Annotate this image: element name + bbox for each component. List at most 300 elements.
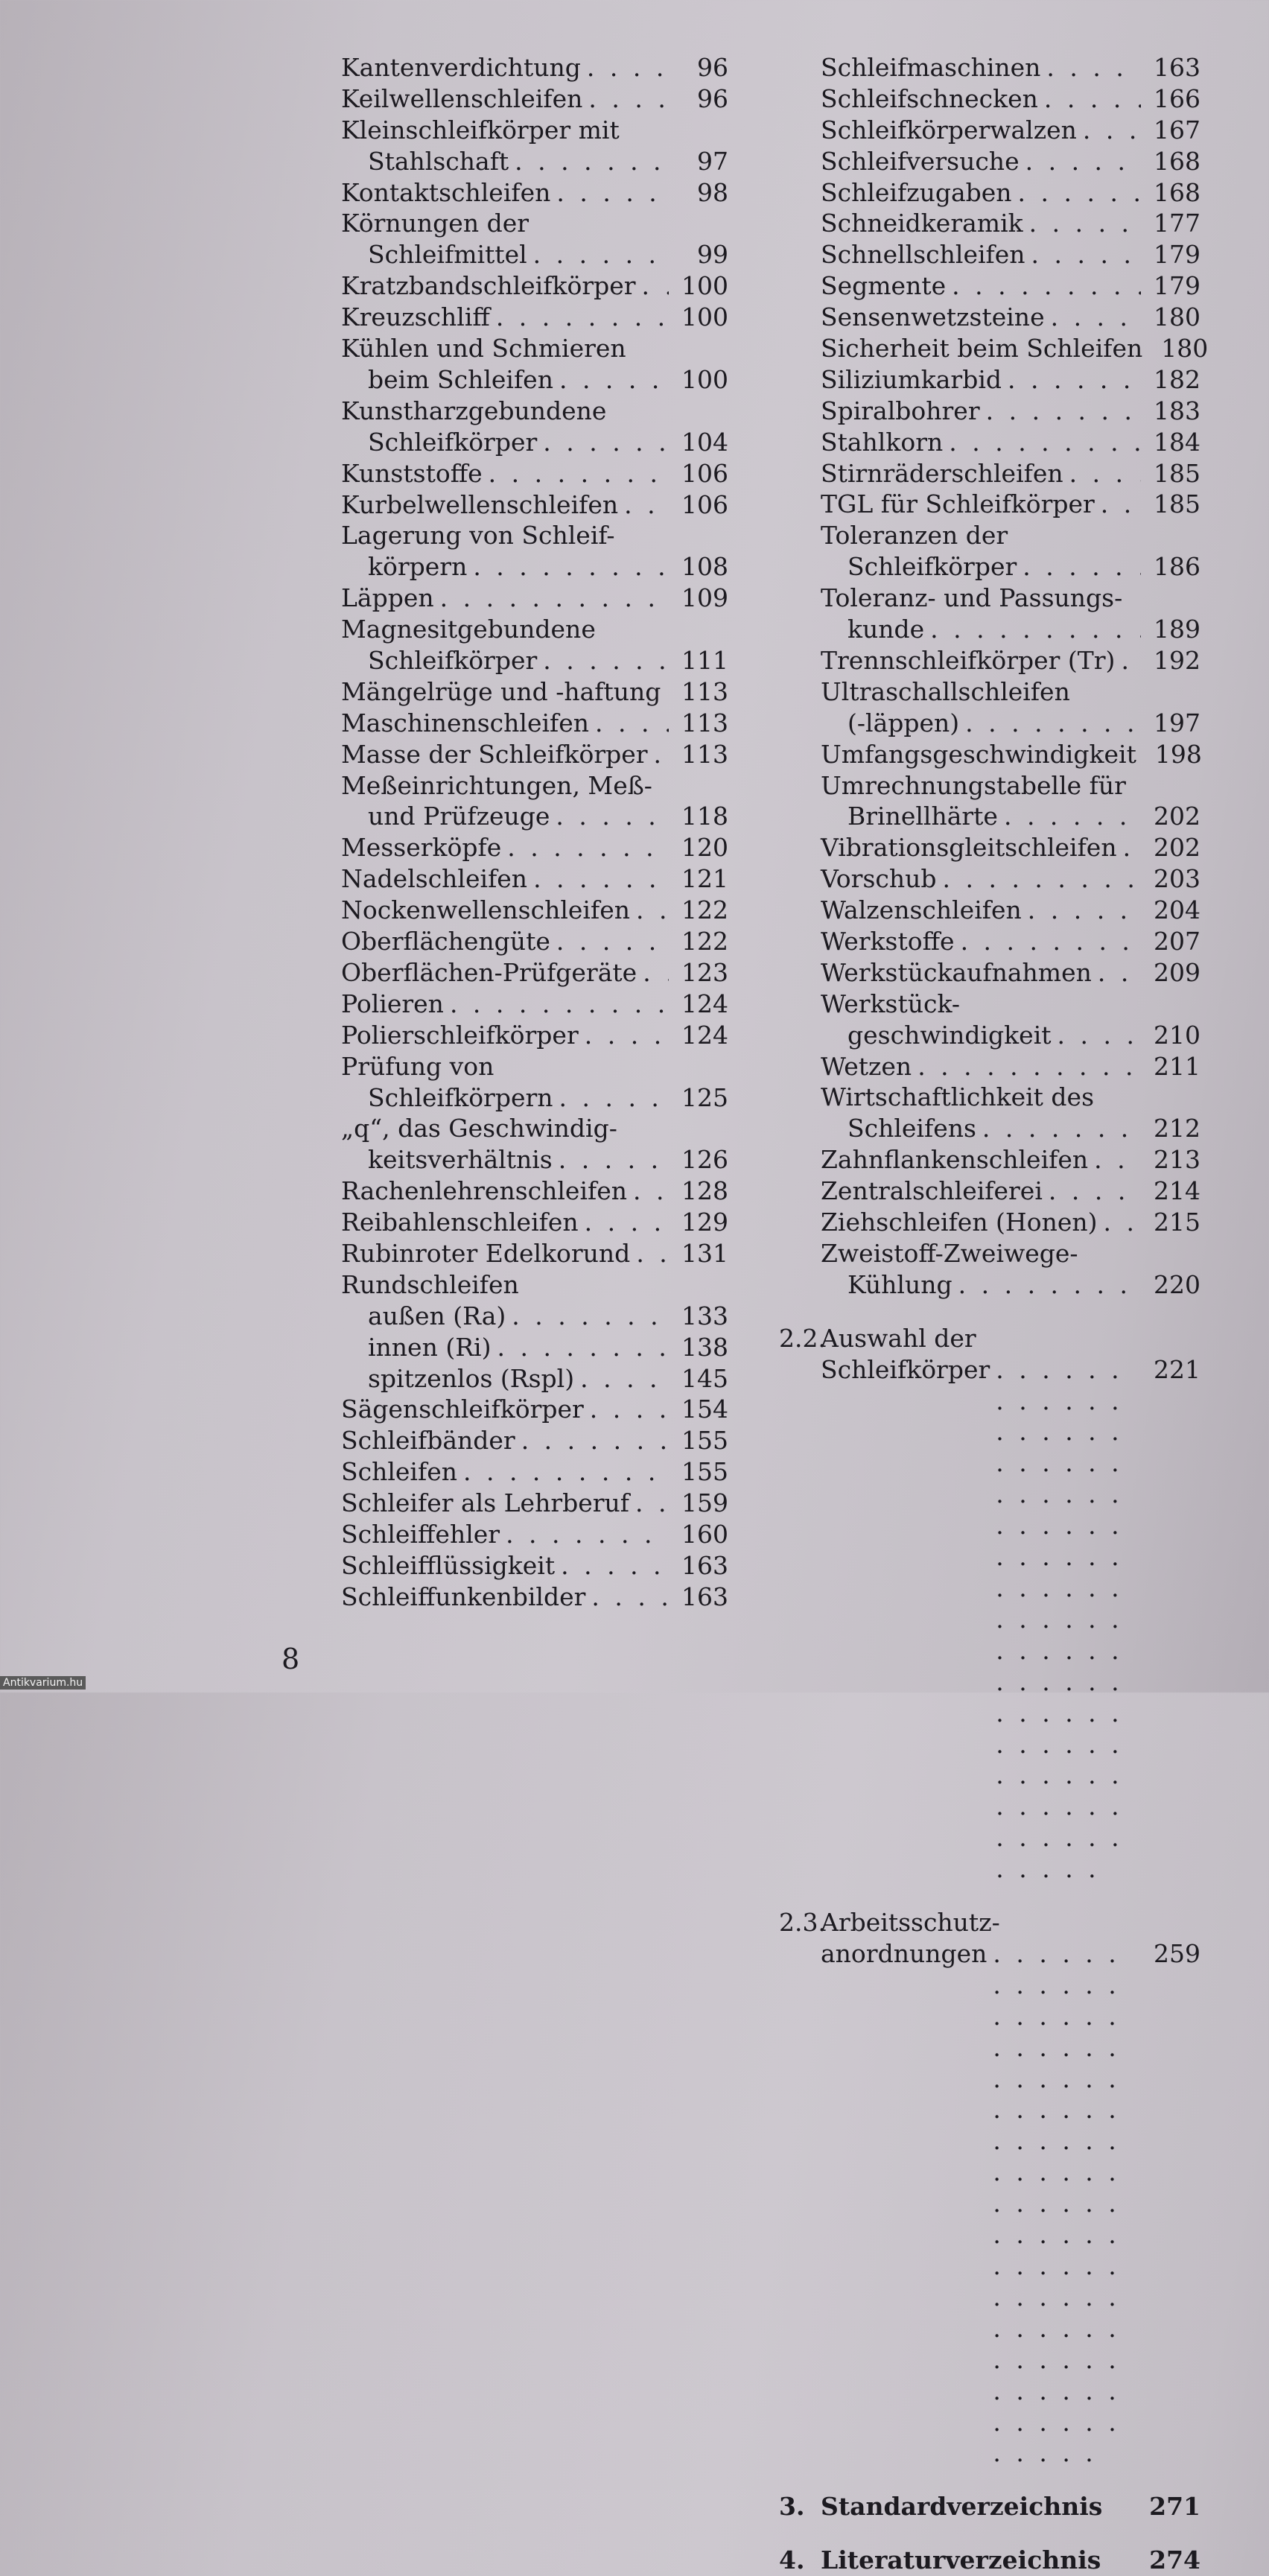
index-entry xyxy=(821,1176,1200,1207)
leader-dots xyxy=(996,1354,1141,1885)
index-entry-label: Walzenschleifen xyxy=(821,895,1022,925)
index-right-column xyxy=(779,52,1209,2576)
index-entry-label: außen (Ra) xyxy=(368,1301,506,1330)
index-entry-page: 180 xyxy=(1154,302,1200,332)
index-entry-page: 207 xyxy=(1154,927,1200,956)
index-entry-label: Polieren xyxy=(341,989,444,1018)
index-entry-label: Schleifkörperwalzen xyxy=(821,115,1077,145)
index-entry-label: Stirnräderschleifen xyxy=(821,458,1063,488)
index-entry xyxy=(341,1020,728,1051)
section-entry xyxy=(779,1907,1200,2469)
index-entry-page: 183 xyxy=(1154,396,1200,425)
index-entry-label: Schleifkörper xyxy=(368,646,538,675)
index-entry xyxy=(821,1238,1200,1301)
index-entry-label: Ziehschleifen (Honen) xyxy=(821,1208,1098,1237)
index-entry xyxy=(821,364,1200,396)
index-entry-label: keitsverhältnis xyxy=(368,1145,553,1175)
index-entry-label: Stahlkorn xyxy=(821,427,944,457)
index-entry xyxy=(821,489,1200,520)
index-entry xyxy=(341,1113,728,1176)
index-entry xyxy=(821,895,1200,926)
index-entry xyxy=(341,1176,728,1207)
section-entry xyxy=(779,1323,1200,1885)
index-entry xyxy=(821,676,1200,739)
leader-dots xyxy=(496,302,669,333)
leader-dots xyxy=(595,708,669,739)
index-entry-page: 106 xyxy=(681,458,728,488)
index-entry-label: Schleifens xyxy=(847,1114,976,1143)
index-entry xyxy=(821,863,1200,895)
index-entry-label: Prüfung von xyxy=(341,1051,494,1081)
index-entry-label: Rubinroter Edelkorund xyxy=(341,1238,631,1268)
index-entry-page: 138 xyxy=(681,1332,728,1362)
index-entry xyxy=(821,989,1200,1051)
index-entry-label: Siliziumkarbid xyxy=(821,364,1002,394)
index-entry-label: Vibrationsgleitschleifen xyxy=(821,833,1117,863)
index-entry-page: 113 xyxy=(681,708,728,737)
index-entry-page: 96 xyxy=(697,53,728,82)
leader-dots xyxy=(1058,1020,1141,1051)
index-entry xyxy=(341,1207,728,1238)
index-entry-page: 209 xyxy=(1154,957,1200,987)
leader-dots xyxy=(1022,551,1141,583)
leader-dots xyxy=(965,708,1141,739)
index-entry-label: Mängelrüge und -haftung xyxy=(341,676,661,706)
leader-dots xyxy=(930,614,1141,645)
index-entry-label: TGL für Schleifkörper xyxy=(821,489,1095,519)
index-entry xyxy=(821,208,1200,239)
index-entry xyxy=(341,1582,728,1613)
index-entry xyxy=(341,1550,728,1582)
index-entry xyxy=(821,1207,1200,1238)
index-entry-label: Schleifschnecken xyxy=(821,83,1038,113)
index-entry-label: Trennschleifkörper (Tr) xyxy=(821,645,1116,675)
index-entry-label: Stahlschaft xyxy=(368,146,509,176)
index-entry xyxy=(821,583,1200,645)
index-entry xyxy=(341,1238,728,1269)
index-entry-label: Schleifkörper xyxy=(847,552,1017,582)
index-entry-label: Kontaktschleifen xyxy=(341,177,551,207)
index-entry xyxy=(821,239,1200,270)
index-entry-label: Schleifkörper xyxy=(368,427,538,457)
index-entry-label: Zahnflankenschleifen xyxy=(821,1145,1089,1175)
index-entry-page: 122 xyxy=(681,927,728,957)
section-number: 3. xyxy=(779,2492,805,2522)
leader-dots xyxy=(642,270,669,302)
leader-dots xyxy=(635,1488,669,1519)
index-entry-page: 98 xyxy=(697,177,728,207)
leader-dots xyxy=(497,1332,669,1363)
leader-dots xyxy=(585,1020,669,1051)
index-entry-label: Ultraschallschleifen xyxy=(821,676,1070,706)
index-entry-page: 155 xyxy=(681,1457,728,1487)
index-entry-label: Kantenverdichtung xyxy=(341,53,581,82)
index-entry-page: 99 xyxy=(697,240,728,270)
leader-dots xyxy=(543,645,669,676)
index-entry xyxy=(341,52,728,83)
leader-dots xyxy=(585,1207,669,1238)
index-entry-label: Schneidkeramik xyxy=(821,209,1023,238)
index-entry-page: 126 xyxy=(681,1145,728,1175)
leader-dots xyxy=(643,957,669,989)
section-number: 2.2. xyxy=(779,1323,826,1353)
index-entry-label: Rundschleifen xyxy=(341,1269,519,1299)
index-entry-page: 123 xyxy=(681,957,728,987)
index-entry xyxy=(341,1394,728,1425)
index-entry-label: geschwindigkeit xyxy=(847,1020,1052,1050)
index-entry xyxy=(341,520,728,583)
index-entry-label: Kunstharzgebundene xyxy=(341,396,607,425)
leader-dots xyxy=(561,1550,669,1582)
section-title: Standardverzeichnis xyxy=(821,2492,1103,2522)
index-entry-label: Werkstück- xyxy=(821,989,961,1018)
index-entry-page: 113 xyxy=(681,739,728,769)
index-entry-page: 121 xyxy=(681,864,728,894)
leader-dots xyxy=(559,1082,669,1114)
leader-dots xyxy=(654,739,669,770)
index-entry-label: Schleifflüssigkeit xyxy=(341,1550,556,1580)
index-entry xyxy=(821,926,1200,957)
index-entry xyxy=(341,676,728,708)
index-entry-page: 125 xyxy=(681,1082,728,1112)
leader-dots xyxy=(1004,801,1141,832)
leader-dots xyxy=(1025,146,1141,177)
index-entry-label: Sicherheit beim Schleifen xyxy=(821,334,1143,364)
index-entry-label: Schnellschleifen xyxy=(821,240,1025,270)
index-entry-page: 186 xyxy=(1154,552,1200,582)
index-entry-label: Zweistoff-Zweiwege- xyxy=(821,1238,1078,1268)
index-entry-page: 220 xyxy=(1154,1269,1200,1299)
index-entry-page: 145 xyxy=(681,1363,728,1393)
index-entry-page: 96 xyxy=(697,83,728,113)
index-entry-page: 168 xyxy=(1154,177,1200,207)
leader-dots xyxy=(943,863,1142,895)
index-entry-label: Toleranzen der xyxy=(821,521,1008,551)
index-entry-label: beim Schleifen xyxy=(368,364,553,394)
index-entry-label: Kreuzschliff xyxy=(341,302,490,332)
index-entry-label: Körnungen der xyxy=(341,209,529,238)
leader-dots xyxy=(1051,302,1141,333)
index-entry-label: Schleifzugaben xyxy=(821,177,1012,207)
index-entry-label: Schleifkörpern xyxy=(368,1082,553,1112)
index-entry-label: Schleifer als Lehrberuf xyxy=(341,1488,630,1518)
leader-dots xyxy=(450,989,669,1020)
index-entry xyxy=(341,1051,728,1114)
leader-dots xyxy=(463,1456,669,1488)
index-entry xyxy=(821,832,1200,863)
index-entry-page: 211 xyxy=(1154,1051,1200,1081)
section-entry xyxy=(779,2545,1200,2576)
index-entry xyxy=(341,333,728,396)
leader-dots xyxy=(1123,832,1141,863)
index-entry-page: 109 xyxy=(681,583,728,613)
section-page: 274 xyxy=(1149,2545,1200,2575)
index-entry-page: 202 xyxy=(1154,833,1200,863)
leader-dots xyxy=(633,1176,669,1207)
index-entry-page: 168 xyxy=(1154,146,1200,176)
index-entry-label: Kühlen und Schmieren xyxy=(341,334,626,364)
index-entry-page: 106 xyxy=(681,489,728,519)
index-entry-label: und Prüfzeuge xyxy=(368,802,550,831)
leader-dots xyxy=(917,1051,1141,1082)
index-entry-label: Kunststoffe xyxy=(341,458,483,488)
index-entry xyxy=(341,177,728,209)
index-entry-page: 159 xyxy=(681,1488,728,1518)
index-entry xyxy=(341,614,728,676)
leader-dots xyxy=(1101,489,1141,520)
index-entry-page: 163 xyxy=(681,1550,728,1580)
index-entry-label: kunde xyxy=(847,615,925,644)
index-left-column xyxy=(341,52,728,1613)
leader-dots xyxy=(587,52,669,83)
index-entry xyxy=(341,739,728,770)
index-entry-label: Schleifversuche xyxy=(821,146,1020,176)
index-entry-page: 182 xyxy=(1154,364,1200,394)
leader-dots xyxy=(636,895,669,926)
leader-dots xyxy=(515,146,669,177)
leader-dots xyxy=(591,1582,669,1613)
leader-dots xyxy=(986,396,1141,427)
index-entry-label: Sensenwetzsteine xyxy=(821,302,1045,332)
index-entry-page: 129 xyxy=(681,1208,728,1237)
index-entry-page: 180 xyxy=(1161,334,1209,364)
leader-dots xyxy=(556,926,669,957)
index-entry xyxy=(821,427,1200,458)
leader-dots xyxy=(580,1363,669,1395)
leader-dots xyxy=(993,1938,1141,2469)
leader-dots xyxy=(506,1519,669,1550)
leader-dots xyxy=(556,177,669,209)
index-entry-label: Nockenwellenschleifen xyxy=(341,895,630,925)
leader-dots xyxy=(559,364,669,396)
leader-dots xyxy=(507,832,669,863)
index-entry xyxy=(341,1425,728,1456)
index-entry-page: 179 xyxy=(1154,240,1200,270)
index-entry xyxy=(341,583,728,614)
index-entry xyxy=(821,770,1200,833)
leader-dots xyxy=(1044,83,1141,115)
index-entry-label: Kleinschleifkörper mit xyxy=(341,115,620,145)
index-entry xyxy=(821,1144,1200,1176)
index-entry-label: innen (Ri) xyxy=(368,1332,492,1362)
section-entry xyxy=(779,2491,1200,2522)
leader-dots xyxy=(1018,177,1141,209)
index-entry-label: Messerköpfe xyxy=(341,833,502,863)
watermark: Antikvarium.hu xyxy=(0,1676,86,1690)
index-entry-label: Wetzen xyxy=(821,1051,912,1081)
index-entry-page: 160 xyxy=(681,1520,728,1549)
index-entry-page: 154 xyxy=(681,1395,728,1424)
index-entry-page: 104 xyxy=(681,427,728,457)
leader-dots xyxy=(1046,52,1141,83)
index-entry-page: 131 xyxy=(681,1238,728,1268)
index-entry xyxy=(341,863,728,895)
index-entry xyxy=(341,708,728,739)
index-entry xyxy=(821,177,1200,209)
index-entry-label: Rachenlehrenschleifen xyxy=(341,1176,627,1206)
index-entry-label: Oberflächengüte xyxy=(341,927,550,957)
leader-dots xyxy=(588,83,669,115)
section-title: Schleifkörper xyxy=(821,1354,990,1384)
index-entry-label: Schleifmaschinen xyxy=(821,53,1041,82)
leader-dots xyxy=(1083,115,1141,146)
index-entry xyxy=(341,1332,728,1363)
index-entry xyxy=(341,895,728,926)
leader-dots xyxy=(559,1144,669,1176)
index-entry-label: Werkstoffe xyxy=(821,927,955,956)
index-entry-page: 204 xyxy=(1154,895,1200,925)
index-entry-page: 214 xyxy=(1154,1176,1200,1206)
index-entry xyxy=(341,458,728,489)
index-entry-label: Umrechnungstabelle für xyxy=(821,770,1126,800)
index-entry-page: 215 xyxy=(1154,1208,1200,1237)
index-entry-label: Polierschleifkörper xyxy=(341,1020,579,1050)
index-entry xyxy=(821,458,1200,489)
index-entry-label: Magnesitgebundene xyxy=(341,615,596,644)
index-entry xyxy=(341,270,728,302)
index-entry-label: Umfangsgeschwindigkeit xyxy=(821,739,1136,769)
section-number: 2.3. xyxy=(779,1908,826,1938)
index-entry-page: 213 xyxy=(1154,1145,1200,1175)
leader-dots xyxy=(556,801,669,832)
index-entry-page: 185 xyxy=(1154,489,1200,519)
index-entry-label: Keilwellenschleifen xyxy=(341,83,583,113)
index-entry-label: Kurbelwellenschleifen xyxy=(341,489,619,519)
leader-dots xyxy=(1049,1176,1141,1207)
leader-dots xyxy=(440,583,669,614)
index-entry-label: Schleiffehler xyxy=(341,1520,500,1549)
index-entry-page: 113 xyxy=(681,676,728,706)
leader-dots xyxy=(1008,364,1141,396)
index-entry-page: 198 xyxy=(1154,739,1202,769)
section-page: 221 xyxy=(1154,1354,1200,1384)
leader-dots xyxy=(624,489,669,521)
leader-dots xyxy=(952,270,1141,302)
index-entry-page: 210 xyxy=(1154,1020,1200,1050)
index-entry-page: 163 xyxy=(681,1582,728,1611)
leader-dots xyxy=(636,1238,669,1269)
index-entry-label: Lagerung von Schleif- xyxy=(341,521,615,551)
index-entry xyxy=(341,115,728,177)
index-entry-label: spitzenlos (Rspl) xyxy=(368,1363,575,1393)
index-entry-label: Toleranz- und Passungs- xyxy=(821,583,1123,613)
index-entry-page: 118 xyxy=(681,802,728,831)
index-entry-page: 108 xyxy=(681,552,728,582)
leader-dots xyxy=(1104,1207,1142,1238)
index-entry-label: körpern xyxy=(368,552,468,582)
index-entry-page: 97 xyxy=(697,146,728,176)
index-entry-label: (-läppen) xyxy=(847,708,960,737)
index-entry xyxy=(341,208,728,270)
index-entry xyxy=(821,1082,1200,1144)
index-entry-label: Schleiffunkenbilder xyxy=(341,1582,586,1611)
index-entry-page: 124 xyxy=(681,989,728,1018)
index-entry xyxy=(341,926,728,957)
index-entry xyxy=(821,396,1200,427)
index-entry-label: Sägenschleifkörper xyxy=(341,1395,584,1424)
index-entry-page: 124 xyxy=(681,1020,728,1050)
index-entry xyxy=(821,1051,1200,1082)
index-entry xyxy=(341,489,728,521)
index-entry-label: Läppen xyxy=(341,583,434,613)
index-entry xyxy=(341,989,728,1020)
index-entry-label: Schleifbänder xyxy=(341,1426,515,1456)
index-entry-label: Kratzbandschleifkörper xyxy=(341,271,636,301)
leader-dots xyxy=(543,427,669,458)
index-entry xyxy=(341,83,728,115)
index-entry-page: 100 xyxy=(681,364,728,394)
index-entry xyxy=(341,832,728,863)
index-entry xyxy=(341,396,728,458)
index-entry-page: 120 xyxy=(681,833,728,863)
index-entry-page: 166 xyxy=(1154,83,1200,113)
section-title: Auswahl der xyxy=(821,1323,976,1353)
index-entry-page: 155 xyxy=(681,1426,728,1456)
index-entry-label: „q“, das Geschwindig- xyxy=(341,1114,617,1143)
index-entry-label: Werkstückaufnahmen xyxy=(821,957,1092,987)
leader-dots xyxy=(1098,957,1141,989)
index-entry-page: 122 xyxy=(681,895,728,925)
index-entry xyxy=(341,1301,728,1332)
leader-dots xyxy=(489,458,669,489)
index-entry xyxy=(821,52,1200,83)
index-entry-page: 192 xyxy=(1154,645,1200,675)
leader-dots xyxy=(982,1113,1141,1144)
index-entry-label: Meßeinrichtungen, Meß- xyxy=(341,770,652,800)
index-entry xyxy=(341,302,728,333)
index-entry-page: 202 xyxy=(1154,802,1200,831)
index-entry-page: 128 xyxy=(681,1176,728,1206)
index-entry-label: Schleifmittel xyxy=(368,240,527,270)
index-entry-label: Schleifen xyxy=(341,1457,457,1487)
section-title: Arbeitsschutz- xyxy=(821,1908,1000,1938)
index-entry-page: 167 xyxy=(1154,115,1200,145)
index-entry-label: Brinellhärte xyxy=(847,802,998,831)
index-entry-page: 203 xyxy=(1154,864,1200,894)
leader-dots xyxy=(1029,208,1141,239)
section-page: 259 xyxy=(1154,1938,1200,1968)
index-entry-label: Maschinenschleifen xyxy=(341,708,590,737)
index-entry-page: 212 xyxy=(1154,1114,1200,1143)
index-entry-page: 185 xyxy=(1154,458,1200,488)
index-entry xyxy=(341,957,728,989)
leader-dots xyxy=(1069,458,1141,489)
index-entry xyxy=(821,739,1200,770)
index-entry-label: Zentralschleiferei xyxy=(821,1176,1043,1206)
index-entry xyxy=(821,302,1200,333)
index-entry-label: Reibahlenschleifen xyxy=(341,1208,579,1237)
leader-dots xyxy=(521,1425,669,1456)
section-title: anordnungen xyxy=(821,1938,987,1968)
index-entry-label: Wirtschaftlichkeit des xyxy=(821,1082,1095,1112)
leader-dots xyxy=(1094,1144,1141,1176)
leader-dots xyxy=(949,427,1141,458)
index-entry xyxy=(821,957,1200,989)
index-entry xyxy=(341,1488,728,1519)
index-entry xyxy=(821,83,1200,115)
leader-dots xyxy=(667,676,669,708)
index-entry xyxy=(821,115,1200,146)
index-entry-label: Kühlung xyxy=(847,1269,952,1299)
leader-dots xyxy=(512,1301,669,1332)
index-entry-label: Nadelschleifen xyxy=(341,864,528,894)
index-entry-label: Segmente xyxy=(821,271,947,301)
leader-dots xyxy=(958,1269,1141,1301)
index-entry xyxy=(341,770,728,833)
index-entry-page: 100 xyxy=(681,271,728,301)
index-entry xyxy=(821,146,1200,177)
index-entry xyxy=(341,1269,728,1301)
